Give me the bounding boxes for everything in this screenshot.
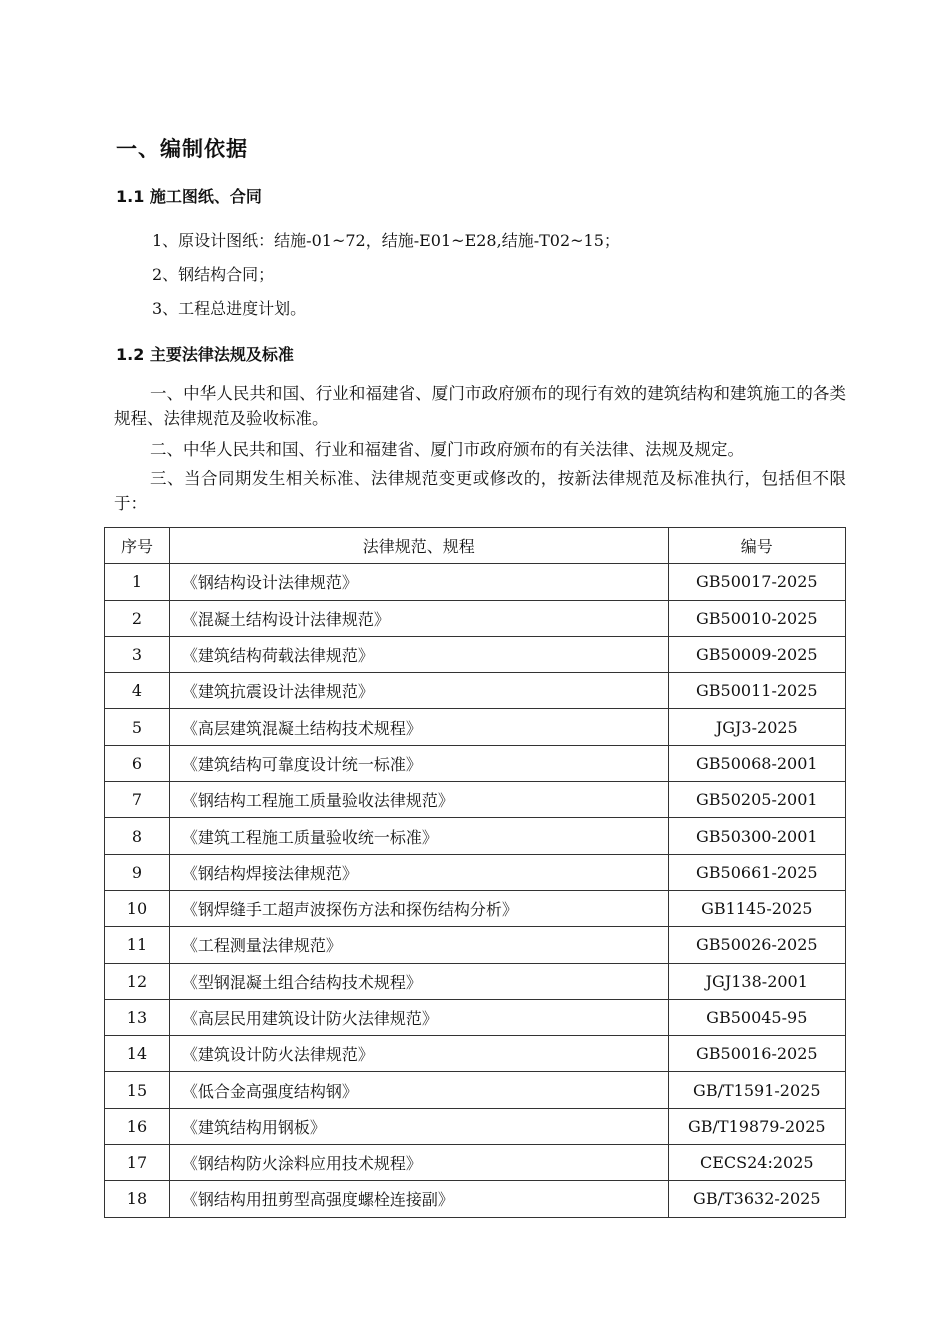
cell-index: 11 [105,927,170,963]
list-item: 3、工程总进度计划。 [152,299,307,318]
cell-standard-name: 《建筑工程施工质量验收统一标准》 [169,818,668,854]
cell-code: GB50009-2025 [668,636,845,672]
cell-index: 6 [105,745,170,781]
section-title-drawings: 1.1 施工图纸、合同 [116,187,262,206]
cell-index: 14 [105,1036,170,1072]
paragraph: 一、中华人民共和国、行业和福建省、厦门市政府颁布的现行有效的建筑结构和建筑施工的各类规程、法律规范及验收标准。 [114,384,846,428]
table-row [105,999,846,1035]
cell-code: GB50026-2025 [668,927,845,963]
cell-standard-name: 《高层建筑混凝土结构技术规程》 [169,709,668,745]
cell-code: GB1145-2025 [668,890,845,926]
cell-standard-name: 《高层民用建筑设计防火法律规范》 [169,999,668,1035]
cell-standard-name: 《建筑结构荷载法律规范》 [169,636,668,672]
cell-code: GB50661-2025 [668,854,845,890]
cell-standard-name: 《建筑抗震设计法律规范》 [169,673,668,709]
paragraph: 三、当合同期发生相关标准、法律规范变更或修改的，按新法律规范及标准执行，包括但不限于： [114,469,846,513]
section-title-standards: 1.2 主要法律法规及标准 [116,345,294,364]
cell-index: 18 [105,1181,170,1217]
cell-standard-name: 《钢结构防火涂料应用技术规程》 [169,1145,668,1181]
cell-code: GB50300-2001 [668,818,845,854]
cell-standard-name: 《建筑设计防火法律规范》 [169,1036,668,1072]
table-row [105,709,846,745]
cell-code: GB50017-2025 [668,564,845,600]
standards-table [104,527,846,1218]
table-row [105,1072,846,1108]
cell-index: 10 [105,890,170,926]
header-code: 编号 [668,528,845,564]
paragraph: 二、中华人民共和国、行业和福建省、厦门市政府颁布的有关法律、法规及规定。 [150,440,744,459]
cell-standard-name: 《钢结构设计法律规范》 [169,564,668,600]
table-body [105,564,846,1217]
cell-index: 3 [105,636,170,672]
cell-index: 9 [105,854,170,890]
cell-standard-name: 《型钢混凝土组合结构技术规程》 [169,963,668,999]
cell-code: GB50205-2001 [668,782,845,818]
table-row [105,1036,846,1072]
table-row [105,782,846,818]
table-row [105,673,846,709]
table-row [105,1145,846,1181]
header-index: 序号 [105,528,170,564]
table-row [105,636,846,672]
cell-code: CECS24:2025 [668,1145,845,1181]
table-row [105,564,846,600]
cell-standard-name: 《钢焊缝手工超声波探伤方法和探伤结构分析》 [169,890,668,926]
table-row [105,927,846,963]
cell-code: GB50010-2025 [668,600,845,636]
table-row [105,1181,846,1217]
cell-index: 1 [105,564,170,600]
cell-index: 16 [105,1108,170,1144]
list-item: 2、钢结构合同； [152,265,275,284]
cell-code: JGJ3-2025 [668,709,845,745]
cell-code: GB/T1591-2025 [668,1072,845,1108]
cell-index: 5 [105,709,170,745]
cell-index: 17 [105,1145,170,1181]
cell-index: 15 [105,1072,170,1108]
cell-standard-name: 《钢结构焊接法律规范》 [169,854,668,890]
cell-standard-name: 《钢结构用扭剪型高强度螺栓连接副》 [169,1181,668,1217]
cell-index: 8 [105,818,170,854]
table-row [105,963,846,999]
table-row [105,854,846,890]
list-item: 1、原设计图纸：结施-01~72，结施-E01~E28,结施-T02~15； [152,231,620,250]
cell-standard-name: 《低合金高强度结构钢》 [169,1072,668,1108]
header-standard-name: 法律规范、规程 [169,528,668,564]
cell-index: 4 [105,673,170,709]
cell-standard-name: 《建筑结构用钢板》 [169,1108,668,1144]
table-row [105,890,846,926]
cell-code: GB50016-2025 [668,1036,845,1072]
cell-standard-name: 《混凝土结构设计法律规范》 [169,600,668,636]
cell-code: GB50068-2001 [668,745,845,781]
table-row [105,600,846,636]
cell-code: GB50011-2025 [668,673,845,709]
cell-index: 7 [105,782,170,818]
cell-index: 12 [105,963,170,999]
cell-code: GB50045-95 [668,999,845,1035]
cell-standard-name: 《钢结构工程施工质量验收法律规范》 [169,782,668,818]
cell-standard-name: 《工程测量法律规范》 [169,927,668,963]
cell-code: JGJ138-2001 [668,963,845,999]
cell-code: GB/T19879-2025 [668,1108,845,1144]
table-header-row [105,528,846,564]
cell-index: 2 [105,600,170,636]
cell-index: 13 [105,999,170,1035]
table-row [105,1108,846,1144]
table-row [105,745,846,781]
cell-standard-name: 《建筑结构可靠度设计统一标准》 [169,745,668,781]
table-row [105,818,846,854]
cell-code: GB/T3632-2025 [668,1181,845,1217]
chapter-heading: 一、编制依据 [116,137,248,161]
